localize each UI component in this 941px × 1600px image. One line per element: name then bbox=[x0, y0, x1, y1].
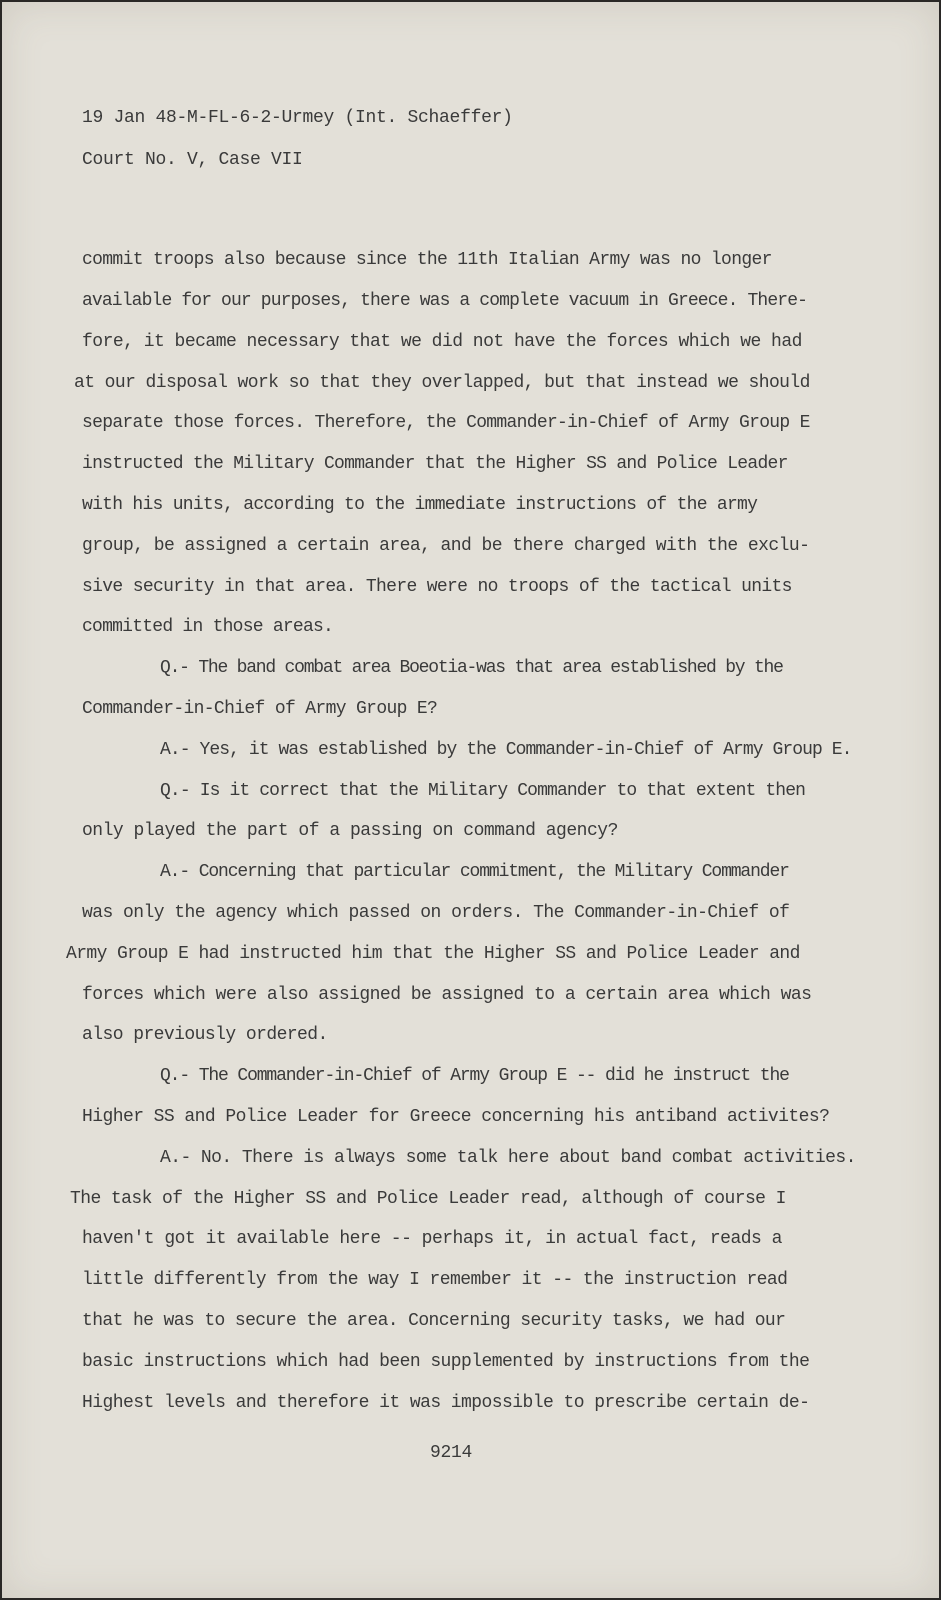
text-line-21: Q.- The Commander-in-Chief of Army Group E -- did he instruct the bbox=[160, 1066, 789, 1086]
text-line-10: committed in those areas. bbox=[82, 617, 334, 637]
text-line-24: The task of the Higher SS and Police Leader read, although of course I bbox=[70, 1189, 786, 1209]
text-line-22: Higher SS and Police Leader for Greece concerning his antiband activites? bbox=[82, 1107, 830, 1127]
text-line-26: little differently from the way I remember it -- the instruction read bbox=[82, 1270, 788, 1290]
document-header-court: Court No. V, Case VII bbox=[82, 150, 303, 170]
text-line-18: Army Group E had instructed him that the Higher SS and Police Leader and bbox=[66, 944, 800, 964]
text-line-28: basic instructions which had been supplemented by instructions from the bbox=[82, 1352, 810, 1372]
page-number: 9214 bbox=[430, 1443, 473, 1463]
text-line-3: fore, it became necessary that we did not have the forces which we had bbox=[82, 332, 802, 352]
text-line-2: available for our purposes, there was a complete vacuum in Greece. There- bbox=[82, 291, 808, 311]
text-line-6: instructed the Military Commander that the Higher SS and Police Leader bbox=[82, 454, 788, 474]
text-line-12: Commander-in-Chief of Army Group E? bbox=[82, 699, 438, 719]
text-line-20: also previously ordered. bbox=[82, 1025, 328, 1045]
text-line-8: group, be assigned a certain area, and be there charged with the exclu- bbox=[82, 536, 810, 556]
text-line-9: sive security in that area. There were no troops of the tactical units bbox=[82, 577, 792, 597]
text-line-25: haven't got it available here -- perhaps it, in actual fact, reads a bbox=[82, 1229, 782, 1249]
text-line-17: was only the agency which passed on orders. The Commander-in-Chief of bbox=[82, 903, 790, 923]
text-line-1: commit troops also because since the 11th Italian Army was no longer bbox=[82, 250, 772, 270]
text-line-5: separate those forces. Therefore, the Commander-in-Chief of Army Group E bbox=[82, 413, 810, 433]
text-line-11: Q.- The band combat area Boeotia-was that area established by the bbox=[160, 658, 783, 678]
document-header-reference: 19 Jan 48-M-FL-6-2-Urmey (Int. Schaeffer) bbox=[82, 108, 513, 128]
text-line-13: A.- Yes, it was established by the Commander-in-Chief of Army Group E. bbox=[160, 740, 852, 760]
text-line-23: A.- No. There is always some talk here about band combat activities. bbox=[160, 1148, 856, 1168]
text-line-29: Highest levels and therefore it was impossible to prescribe certain de- bbox=[82, 1393, 810, 1413]
text-line-15: only played the part of a passing on command agency? bbox=[82, 821, 618, 841]
text-line-14: Q.- Is it correct that the Military Commander to that extent then bbox=[160, 781, 806, 801]
text-line-7: with his units, according to the immediate instructions of the army bbox=[82, 495, 758, 515]
text-line-16: A.- Concerning that particular commitment, the Military Commander bbox=[160, 862, 789, 882]
text-line-27: that he was to secure the area. Concerning security tasks, we had our bbox=[82, 1311, 786, 1331]
text-line-19: forces which were also assigned be assigned to a certain area which was bbox=[82, 985, 812, 1005]
text-line-4: at our disposal work so that they overlapped, but that instead we should bbox=[74, 373, 810, 393]
document-page bbox=[2, 2, 939, 1598]
